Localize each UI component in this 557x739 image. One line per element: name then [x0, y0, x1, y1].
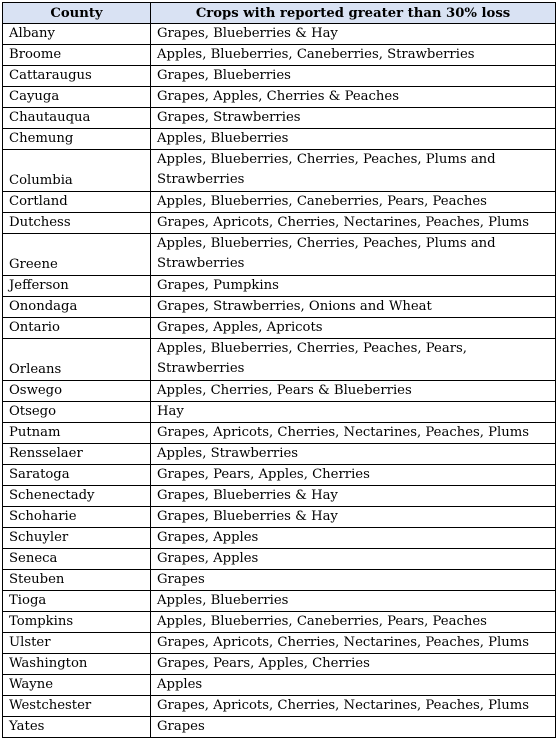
crops-cell: Apples, Blueberries, Cherries, Peaches, Plums and Strawberries [151, 234, 556, 276]
table-row [3, 318, 556, 339]
crops-cell: Grapes, Blueberries & Hay [151, 507, 556, 528]
table-row [3, 192, 556, 213]
county-cell: Orleans [3, 339, 151, 381]
county-cell: Otsego [3, 402, 151, 423]
crops-cell: Grapes [151, 717, 556, 738]
county-cell: Cattaraugus [3, 66, 151, 87]
county-cell: Schuyler [3, 528, 151, 549]
county-cell: Chautauqua [3, 108, 151, 129]
crops-cell: Grapes, Blueberries & Hay [151, 486, 556, 507]
crops-cell: Grapes, Apricots, Cherries, Nectarines, Peaches, Plums [151, 633, 556, 654]
table-row [3, 549, 556, 570]
table-row [3, 24, 556, 45]
table-row [3, 297, 556, 318]
table-row [3, 423, 556, 444]
table-row [3, 87, 556, 108]
county-cell: Cayuga [3, 87, 151, 108]
county-cell: Cortland [3, 192, 151, 213]
county-cell: Saratoga [3, 465, 151, 486]
crops-cell: Grapes [151, 570, 556, 591]
table-row [3, 717, 556, 738]
crops-cell: Grapes, Apples, Cherries & Peaches [151, 87, 556, 108]
table-row [3, 339, 556, 381]
table-header-row [3, 3, 556, 24]
crops-cell: Grapes, Pumpkins [151, 276, 556, 297]
table-row [3, 381, 556, 402]
county-cell: Chemung [3, 129, 151, 150]
table-row [3, 150, 556, 192]
crops-cell: Grapes, Apples [151, 549, 556, 570]
table-row [3, 45, 556, 66]
crops-cell: Apples, Strawberries [151, 444, 556, 465]
county-cell: Albany [3, 24, 151, 45]
county-cell: Putnam [3, 423, 151, 444]
table-row [3, 486, 556, 507]
header-county: County [3, 3, 151, 24]
county-cell: Wayne [3, 675, 151, 696]
table-row [3, 276, 556, 297]
county-cell: Broome [3, 45, 151, 66]
table-row [3, 213, 556, 234]
county-cell: Ontario [3, 318, 151, 339]
county-cell: Onondaga [3, 297, 151, 318]
county-cell: Yates [3, 717, 151, 738]
county-cell: Oswego [3, 381, 151, 402]
county-cell: Seneca [3, 549, 151, 570]
crops-cell: Grapes, Apples [151, 528, 556, 549]
table-row [3, 654, 556, 675]
table-row [3, 129, 556, 150]
table-row [3, 444, 556, 465]
table-row [3, 402, 556, 423]
county-cell: Schoharie [3, 507, 151, 528]
crop-loss-table [2, 2, 556, 738]
county-cell: Greene [3, 234, 151, 276]
crops-cell: Grapes, Apricots, Cherries, Nectarines, Peaches, Plums [151, 213, 556, 234]
table-row [3, 507, 556, 528]
header-crops: Crops with reported greater than 30% loss [151, 3, 556, 24]
table-row [3, 633, 556, 654]
county-cell: Ulster [3, 633, 151, 654]
table-row [3, 570, 556, 591]
crops-cell: Apples, Cherries, Pears & Blueberries [151, 381, 556, 402]
table-row [3, 696, 556, 717]
county-cell: Dutchess [3, 213, 151, 234]
crops-cell: Grapes, Pears, Apples, Cherries [151, 465, 556, 486]
crops-cell: Apples, Blueberries, Caneberries, Pears, Peaches [151, 192, 556, 213]
crops-cell: Grapes, Blueberries [151, 66, 556, 87]
table-row [3, 234, 556, 276]
crops-cell: Grapes, Apples, Apricots [151, 318, 556, 339]
crops-cell: Grapes, Pears, Apples, Cherries [151, 654, 556, 675]
crops-cell: Grapes, Strawberries, Onions and Wheat [151, 297, 556, 318]
table-row [3, 108, 556, 129]
county-cell: Jefferson [3, 276, 151, 297]
table-row [3, 528, 556, 549]
crops-cell: Apples, Blueberries, Caneberries, Pears, Peaches [151, 612, 556, 633]
crops-cell: Grapes, Apricots, Cherries, Nectarines, Peaches, Plums [151, 423, 556, 444]
crops-cell: Grapes, Apricots, Cherries, Nectarines, Peaches, Plums [151, 696, 556, 717]
county-cell: Schenectady [3, 486, 151, 507]
table-body [3, 24, 556, 738]
crops-cell: Grapes, Strawberries [151, 108, 556, 129]
crops-cell: Apples, Blueberries, Cherries, Peaches, Pears, Strawberries [151, 339, 556, 381]
county-cell: Westchester [3, 696, 151, 717]
crops-cell: Apples, Blueberries, Caneberries, Strawberries [151, 45, 556, 66]
crops-cell: Apples [151, 675, 556, 696]
crops-cell: Grapes, Blueberries & Hay [151, 24, 556, 45]
county-cell: Washington [3, 654, 151, 675]
county-cell: Tompkins [3, 612, 151, 633]
crops-cell: Apples, Blueberries [151, 129, 556, 150]
county-cell: Tioga [3, 591, 151, 612]
table-row [3, 66, 556, 87]
table-row [3, 675, 556, 696]
crops-cell: Apples, Blueberries, Cherries, Peaches, Plums and Strawberries [151, 150, 556, 192]
table-row [3, 591, 556, 612]
county-cell: Columbia [3, 150, 151, 192]
county-cell: Rensselaer [3, 444, 151, 465]
table-row [3, 612, 556, 633]
crops-cell: Apples, Blueberries [151, 591, 556, 612]
county-cell: Steuben [3, 570, 151, 591]
crops-cell: Hay [151, 402, 556, 423]
table-row [3, 465, 556, 486]
